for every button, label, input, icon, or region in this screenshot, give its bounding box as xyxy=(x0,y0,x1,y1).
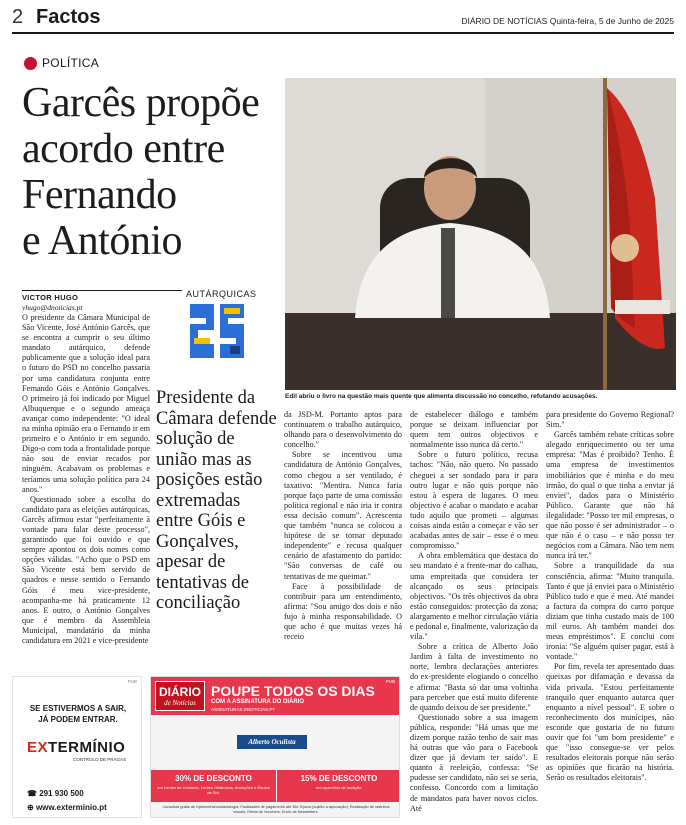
subdeck: Presidente da Câmara defende solução de união mas as posições estão extremadas entre Góis e Gonçalves, apesar de tentativas de conciliação xyxy=(156,388,277,613)
discount-box-1 xyxy=(151,770,276,802)
ad-subline: COM A ASSINATURA DO DIÁRIO xyxy=(211,699,304,705)
paragraph: Sobre se incentivou uma candidatura de António Gonçalves, como chegou a ser ventilado, é taxativo: "Mentira. Nunca faria porque faço parte de uma comissão política regional e não iria ir contra essa decisão comum". Acrescenta que também "nunca se colocou a hipótese de se tornar deputado independente" e recusa qualquer cenário de afastamento do partido: "São conversas de café ou tentativas de me queimar." xyxy=(284,450,402,581)
page-header xyxy=(12,6,674,34)
ad-phone xyxy=(27,789,84,798)
paragraph: O presidente da Câmara Municipal de São Vicente, José António Garcês, que se encontra a cumprir o seu último mandato autárquico, defende publicamente que a solução ideal para o futuro do PSD no concelho passaria por uma candidatura conjunta entre Fernando Góis e António Gonçalves. O primeiro já foi indicado por Miguel Albuquerque e o segundo ameaça avançar como independente: "O ideal na minha opinião era o Fernando ir em primeiro e o António ir em segundo. Digo-o com toda a frontalidade porque não sou de enviar recados por ninguém. Acabavam os problemas e teríamos uma solução política para 24 anos." xyxy=(22,313,150,494)
author-name: VICTOR HUGO xyxy=(22,290,182,302)
section-title: Factos xyxy=(36,6,101,28)
paragraph: Sobre o futuro político, recusa tachos: "Não, não quero. No passado cheguei a ser sondado para ir para outro lugar e não quis porque não estou à espera de lugares. O meu objectivo é acabar o mandato e acabar tudo aquilo que prometi – algumas coisas ainda estão a começar e vão ser acabadas antes de sair – esse é o meu compromisso." xyxy=(410,450,538,551)
logo-subtitle: CONTROLO DE PRAGAS xyxy=(73,757,127,762)
paragraph: de estabelecer diálogo e também porque se deixam influenciar por quem tem outros objectivos e normalmente isso nunca dá certo." xyxy=(410,410,538,450)
ad-fine-print: Consultas grátis de Optometria/contactologia; Facilidades de pagamento até 36x S/juros (sujeito a aprovação); Realização de rastreios visuais; Oferta de Vouchers; Envio de Newsletters. xyxy=(162,805,390,814)
paragraph: para presidente do Governo Regional? Sim." xyxy=(546,410,674,430)
diario-logo-line1: DIÁRIO xyxy=(159,685,201,699)
website-url[interactable]: www.exterminio.pt xyxy=(35,803,107,812)
exterminio-logo xyxy=(27,739,125,756)
page-number: 2 xyxy=(12,6,24,28)
article-column-2 xyxy=(284,410,402,670)
paragraph: Questionado sobre a sua imagem pública, responde: "Há umas que me dizem porque razão tenho de sair mas há outras que vão para o Facebook dizer que já deviam ter saído". E quanto à reeleição, confessa: "Se pudesse ser candidato, não sei se seria, confesso. Concordo com a limitação de mandatos para haver novos ciclos. Até xyxy=(410,712,538,813)
paragraph: Garcês também rebate críticas sobre alegado enriquecimento ou ter uma empresa: "Mas é proibido? Tenho. É uma empresa de investimentos imobiliários que é minha e do meu irmão, do qual o que tinha a enviar já enviei", dados para o Ministério Público. Garante que não há ilegalidade: "Posso ter mil empresas, o que não posso é ser administrador – o que não é o caso – e não posso ter negócios com a Câmara. Não tem nem nunca irá ter." xyxy=(546,430,674,561)
headline-line: Garcês propõe xyxy=(22,80,260,126)
logo-ex: EX xyxy=(27,739,49,756)
discount-text: em Lentes de Contacto, Lentes Oftálmicas, Armações e Óculos de Sol. xyxy=(157,785,270,795)
headline xyxy=(22,80,282,264)
ad-tag: PUB xyxy=(127,679,137,684)
ad-url[interactable]: ASSINATURAS.DNOTICIAS.PT xyxy=(211,707,276,712)
article-column-4 xyxy=(546,410,674,820)
date-line: DIÁRIO DE NOTÍCIAS Quinta-feira, 5 de Junho de 2025 xyxy=(461,16,674,26)
autarquicas-25-logo xyxy=(186,300,248,362)
partner-logo: Alberto Oculista xyxy=(237,735,307,749)
paragraph: Questionado sobre a escolha do candidato para as eleições autárquicas, Garcês afirmou estar "perfeitamente à vontade para falar deste processo", garantindo que foi ouvido e que sempre apontou os dois nomes como opções válidas. "Acho que o PSD em São Vicente está bem servido de quadros e nesse sentido o Fernando Góis é meu vice-presidente, acompanha-me há praticamente 12 anos. E outro, o António Gonçalves que é membro da Assembleia Municipal, mandatário da minha candidatura em 2021 e vice-presidente xyxy=(22,494,150,645)
diario-logo-line2: de Notícias xyxy=(164,699,196,707)
discount-text: em aparelhos de audição. xyxy=(315,785,363,790)
ad-slogan xyxy=(13,703,143,725)
photo-caption: Edil abriu o livro na questão mais quente que alimenta discussão no concelho, refutando acusações. xyxy=(285,393,598,400)
paragraph: Face à possibilidade de contribuir para um entendimento, afirma: "Sou amigo dos dois e não fujo à minha responsabilidade. O que acho é que muitas vezes há receio xyxy=(284,581,402,642)
diario-logo xyxy=(155,681,205,711)
article-column-1 xyxy=(22,313,150,671)
discount-title: 30% DE DESCONTO xyxy=(175,774,252,783)
paragraph: da JSD-M. Portanto aptos para continuarem o trabalho autárquico, olhando para o desenvolvimento do concelho." xyxy=(284,410,402,450)
subscription-ad[interactable] xyxy=(150,676,400,818)
red-dot-icon xyxy=(24,57,37,70)
photo-illustration xyxy=(285,78,676,390)
headline-line: e António xyxy=(22,218,182,264)
autarquicas-label: AUTÁRQUICAS xyxy=(186,289,257,299)
phone-icon: ☎ xyxy=(27,789,40,798)
paragraph: Por fim, revela ter apresentado duas queixas por difamação e devassa da vida privada. "Estou perfeitamente tranquilo quer enquanto autarca quer enquanto a nível pessoal". E sobre o reconhecimento dos munícipes, não esconde que gostaria de no futuro ouvir que foi "um bom presidente" e que "isso consegue-se ver pelos resultados eleitorais porque não serão as opiniões que ficarão na história. Serão os resultados eleitorais". xyxy=(546,662,674,783)
headline-line: Fernando xyxy=(22,172,177,218)
article-column-3 xyxy=(410,410,538,820)
discount-title: 15% DE DESCONTO xyxy=(300,774,378,783)
phone-number: 291 930 500 xyxy=(39,789,84,798)
exterminio-ad[interactable] xyxy=(12,676,142,818)
ad-slogan-line: SE ESTIVERMOS A SAIR, xyxy=(29,704,127,713)
paragraph: Sobre a tranquilidade da sua consciência, afirma: "Muito tranquila. Tanto é que já enviei para o Ministério Público tudo e que é meu. Até mandei a factura da compra do carro porque diziam que tinha custado mais de 100 mil euros. Ah também mandei dos meus empréstimos". E conclui com ironia: "Se alguém quiser pagar, está à vontade." xyxy=(546,561,674,662)
paragraph: Sobre a crítica de Alberto João Jardim à falta de investimento no norte, lembra declarações anteriores do ex-presidente elogiando o concelho e afirma: "Basta só dar uma voltinha para perceber que está muito diferente de quando deixou de ser presidente." xyxy=(410,642,538,712)
paragraph: A obra emblemática que destaca do seu mandato é a frente-mar do calhau, uma empreitada que considera ter alcançado os seus principais objectivos. "Os três objectivos da obra estão conseguidos: protecção da zona; alargamento e melhor circulação viária e pedonal e, finalmente, valorização da vila." xyxy=(410,551,538,642)
section-label-text: POLÍTICA xyxy=(42,56,100,70)
ad-website[interactable] xyxy=(27,803,107,812)
ad-slogan-line: JÁ PODEM ENTRAR. xyxy=(38,715,118,724)
headline-line: acordo entre xyxy=(22,126,225,172)
byline xyxy=(22,290,182,312)
autarquicas-logo-graphic xyxy=(186,300,248,362)
discount-box-2 xyxy=(276,770,400,802)
ad-headline: POUPE TODOS OS DIAS xyxy=(211,683,375,699)
article-photo xyxy=(285,78,676,390)
logo-rest: TERMÍNIO xyxy=(48,739,126,756)
section-label xyxy=(24,56,99,70)
ad-tag: PUB xyxy=(385,679,395,684)
author-email: vhugo@dnoticias.pt xyxy=(22,303,83,312)
globe-icon: ⊕ xyxy=(27,803,36,812)
